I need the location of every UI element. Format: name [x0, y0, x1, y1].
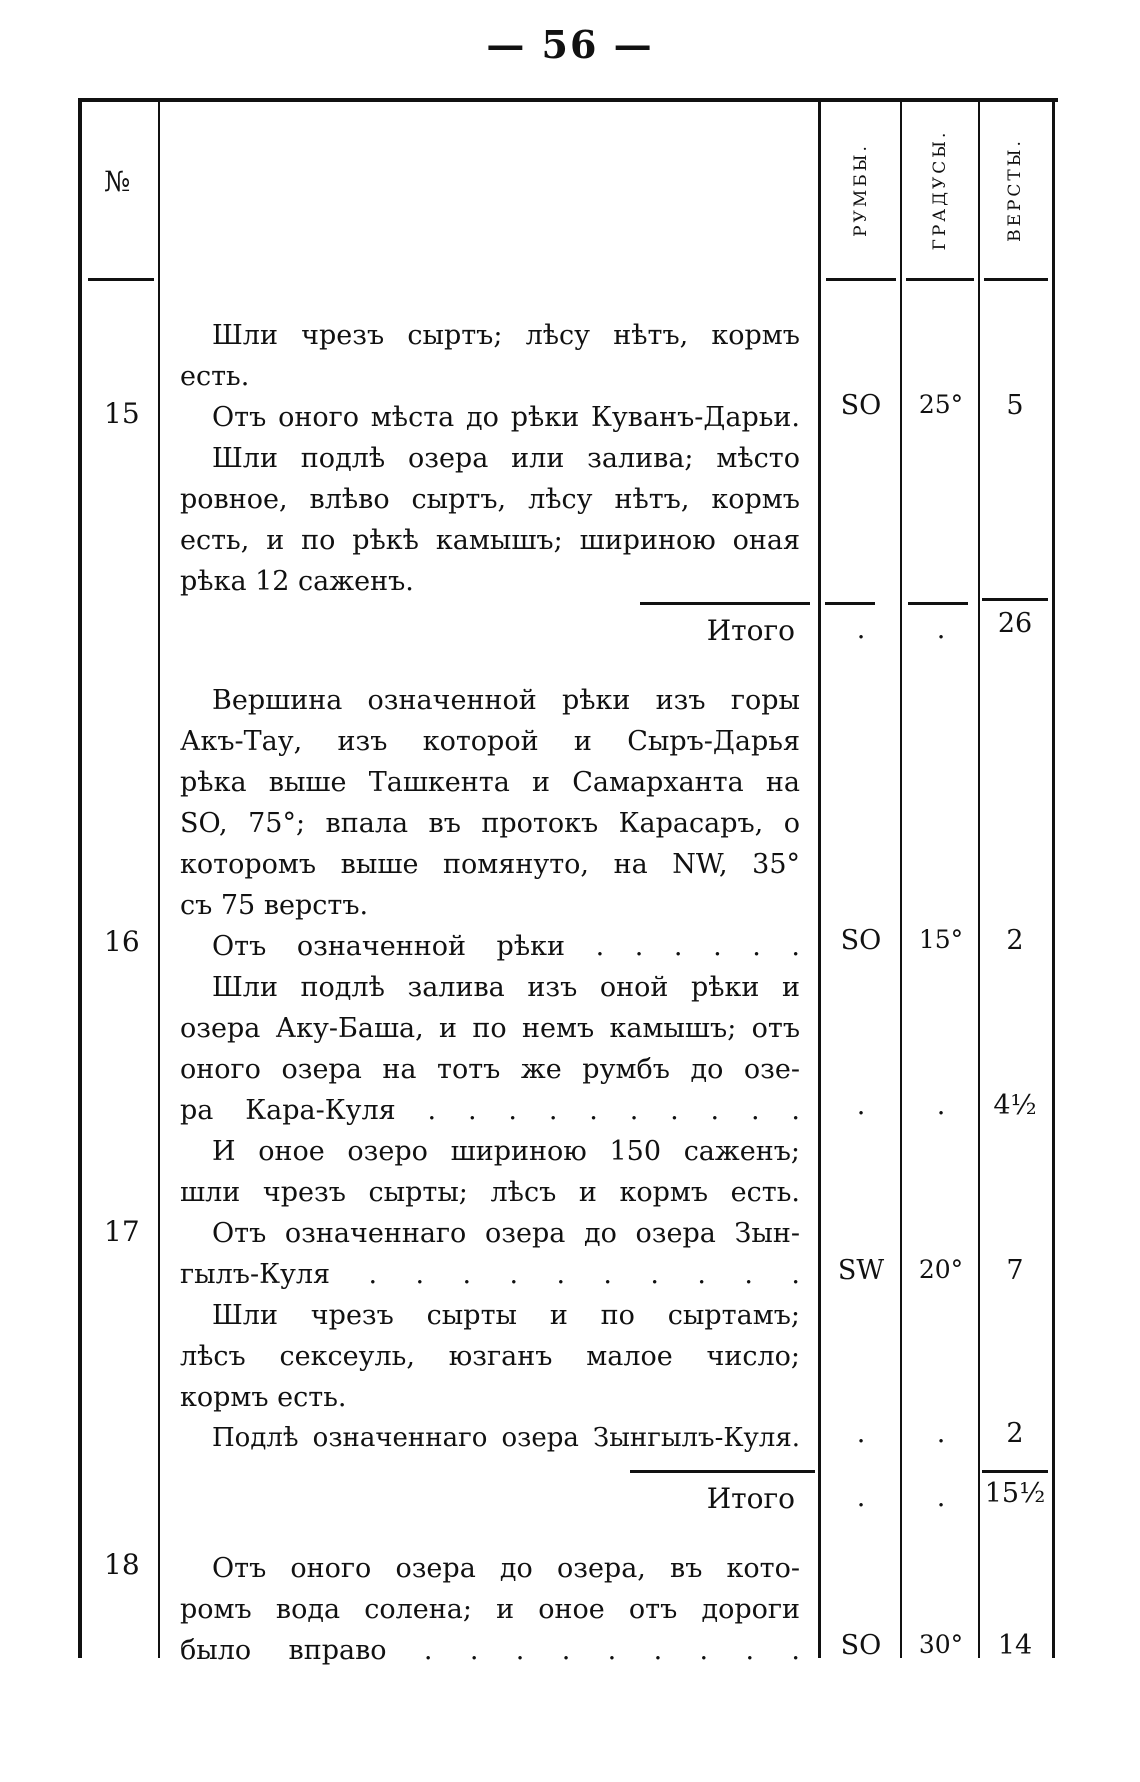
grad-value: . — [936, 1090, 946, 1121]
versty-value: 5 — [1006, 390, 1024, 421]
header-rule-rumby — [826, 278, 896, 281]
text-line: есть, и по рѣкѣ камышъ; шириною оная — [180, 525, 800, 556]
subtotal-rule — [982, 598, 1048, 601]
header-rule-versty — [984, 278, 1048, 281]
text-line: рѣка выше Ташкента и Самарханта на — [180, 767, 800, 798]
grad-value: . — [936, 614, 946, 645]
header-no: № — [104, 165, 131, 198]
rumb-value: SO — [840, 390, 882, 421]
text-line: шли чрезъ сырты; лѣсъ и кормъ есть. — [180, 1177, 800, 1208]
subtotal-rule — [908, 602, 968, 605]
itogo-label: Итого — [706, 1482, 795, 1515]
header-gradusy: ГРАДУСЫ. — [930, 129, 950, 251]
versty-total: 15½ — [984, 1478, 1046, 1509]
text-line: лѣсъ сексеуль, юзганъ малое число; — [180, 1341, 800, 1372]
grad-value: . — [936, 1482, 946, 1513]
text-line: Отъ означеннаго озера до озера Зын- — [212, 1218, 800, 1249]
text-line: ромъ вода солена; и оное отъ дороги — [180, 1594, 800, 1625]
grad-value: 15° — [918, 925, 964, 954]
text-line: гылъ-Куля . . . . . . . . . . — [180, 1259, 800, 1290]
rumb-value: SW — [837, 1255, 885, 1286]
text-line: Отъ оного мѣста до рѣки Куванъ-Дарьи. — [212, 402, 800, 433]
rumb-value: . — [856, 614, 866, 645]
versty-value: 4½ — [993, 1090, 1037, 1121]
page-number: — 56 — — [486, 22, 654, 67]
entry-text — [180, 1131, 800, 1459]
text-line: ра Кара-Куля . . . . . . . . . . — [180, 1095, 800, 1126]
subtotal-rule — [630, 1470, 815, 1473]
table-left-rule — [78, 98, 82, 1658]
text-line: которомъ выше помянуто, на NW, 35° — [180, 849, 800, 880]
text-line: И оное озеро шириною 150 саженъ; — [212, 1136, 800, 1167]
rumb-value: SO — [840, 1630, 882, 1661]
text-line: Шли чрезъ сырты и по сыртамъ; — [212, 1300, 800, 1331]
header-rule-no — [88, 278, 154, 281]
versty-total: 26 — [997, 608, 1033, 639]
versty-value: 7 — [1006, 1255, 1024, 1286]
subtotal-rule — [640, 602, 810, 605]
rumb-value: . — [856, 1418, 866, 1449]
entry-number: 16 — [104, 925, 140, 958]
versty-value: 14 — [997, 1630, 1033, 1661]
text-line: Акъ-Тау, изъ которой и Сыръ-Дарья — [180, 726, 800, 757]
text-line: Вершина означенной рѣки изъ горы — [212, 685, 800, 716]
entry-number: 17 — [104, 1215, 140, 1248]
grad-value: 20° — [918, 1255, 964, 1284]
subtotal-rule — [825, 602, 875, 605]
versty-value: 2 — [1006, 1418, 1024, 1449]
text-line: Шли подлѣ озера или залива; мѣсто — [212, 443, 800, 474]
table-top-rule — [78, 98, 1058, 102]
entry-number: 18 — [104, 1548, 140, 1581]
header-versty: ВЕРСТЫ. — [1005, 138, 1025, 242]
grad-value: . — [936, 1418, 946, 1449]
subtotal-rule — [982, 1470, 1048, 1473]
entry-text — [180, 315, 800, 602]
table-right-rule — [1052, 102, 1055, 1658]
text-line: было вправо . . . . . . . . . — [180, 1635, 800, 1666]
text-line: съ 75 верстъ. — [180, 890, 369, 921]
grad-value: 25° — [918, 390, 964, 419]
column-divider-no — [158, 102, 160, 1658]
rumb-value: . — [856, 1090, 866, 1121]
text-line: оного озера на тотъ же румбъ до озе- — [180, 1054, 800, 1085]
itogo-label: Итого — [706, 614, 795, 647]
text-line: Шли чрезъ сыртъ; лѣсу нѣтъ, кормъ — [212, 320, 800, 351]
rumb-value: . — [856, 1482, 866, 1513]
text-line: Отъ означенной рѣки . . . . . . — [212, 931, 800, 962]
entry-text — [180, 1548, 800, 1671]
text-line: кормъ есть. — [180, 1382, 347, 1413]
rumb-value: SO — [840, 925, 882, 956]
text-line: Шли подлѣ залива изъ оной рѣки и — [212, 972, 800, 1003]
grad-value: 30° — [918, 1630, 964, 1659]
entry-number: 15 — [104, 397, 140, 430]
text-line: рѣка 12 саженъ. — [180, 566, 414, 597]
header-rule-gradusy — [906, 278, 974, 281]
text-line: Отъ оного озера до озера, въ кото- — [212, 1553, 800, 1584]
header-rumby: РУМБЫ. — [851, 143, 871, 237]
text-line: ровное, влѣво сыртъ, лѣсу нѣтъ, кормъ — [180, 484, 800, 515]
text-line: есть. — [180, 361, 250, 392]
text-line: озера Аку-Баша, и по немъ камышъ; отъ — [180, 1013, 800, 1044]
text-line: SO, 75°; впала въ протокъ Карасаръ, о — [180, 808, 800, 839]
text-line: Подлѣ означеннаго озера Зынгылъ-Куля. — [212, 1423, 800, 1453]
entry-text — [180, 680, 800, 1131]
versty-value: 2 — [1006, 925, 1024, 956]
